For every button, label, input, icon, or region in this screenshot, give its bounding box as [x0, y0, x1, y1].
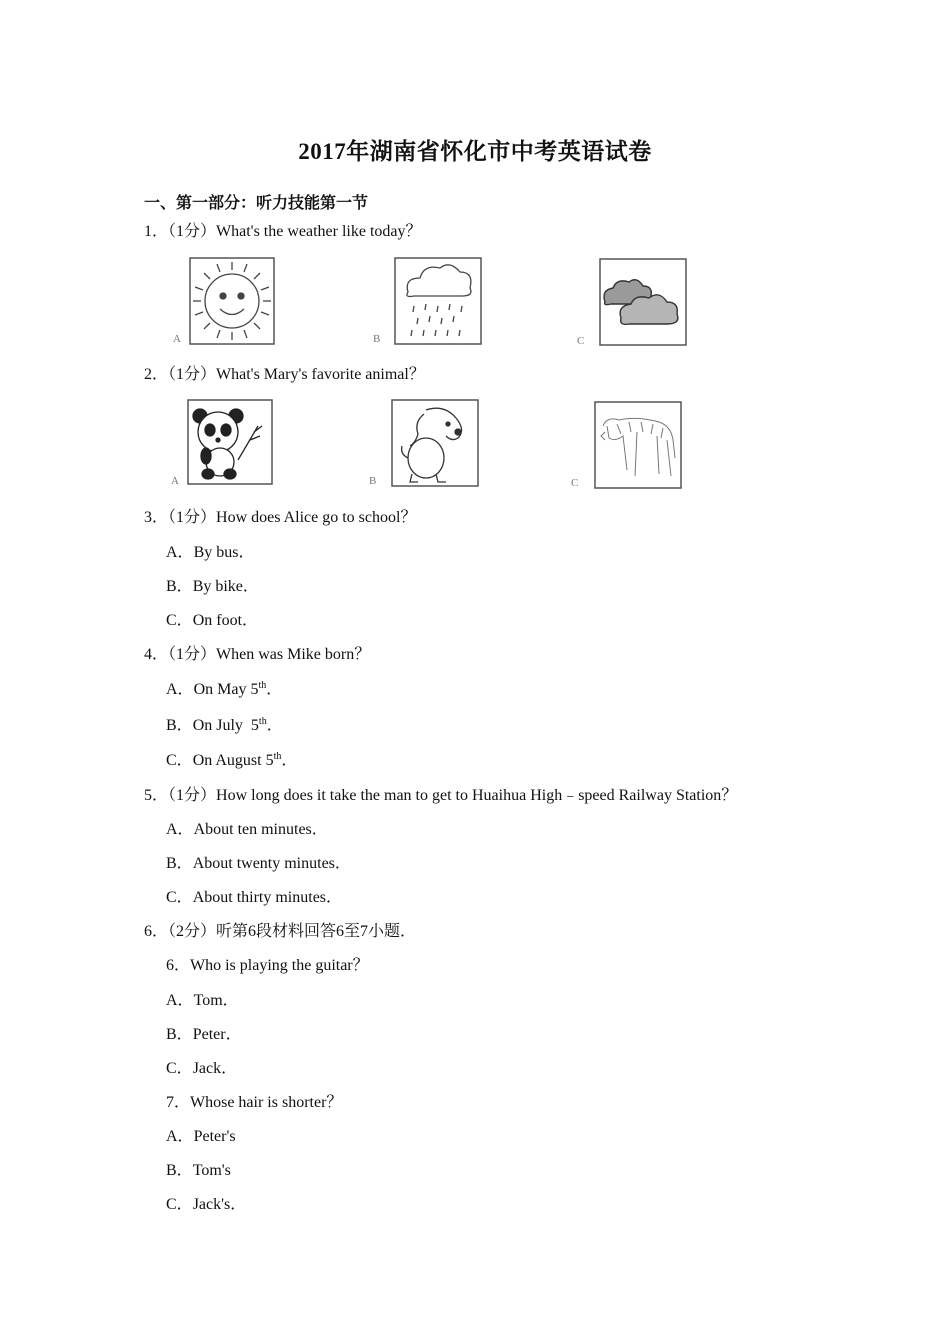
question-score: （1分）: [168, 366, 217, 383]
q2-picture-c: [567, 396, 687, 492]
question-text: What's Mary's favorite animal？: [216, 366, 425, 383]
sub7-option-b: B．Tom's: [166, 1162, 231, 1179]
sub6-option-b: B．Peter．: [166, 1026, 242, 1043]
question-score: （1分）: [168, 646, 217, 663]
rain-cloud-icon: [407, 265, 471, 336]
question-score: （1分）: [168, 509, 217, 526]
sub7-option-a: A．Peter's: [166, 1128, 236, 1145]
q3-option-a: A．By bus．: [166, 544, 255, 561]
q4-option-a: A．On May 5th．: [166, 680, 283, 698]
question-number: 6．: [144, 923, 169, 940]
question-text: 听第6段材料回答6至7小题．: [216, 923, 417, 940]
option-letter: B: [369, 475, 377, 487]
question-4: [144, 645, 370, 665]
q5-option-b: B．About twenty minutes．: [166, 855, 351, 872]
q1-picture-c: [573, 254, 693, 348]
question-6: [144, 922, 416, 942]
option-letter: A: [171, 475, 179, 487]
tiger-icon: [601, 418, 675, 476]
question-text: When was Mike born？: [216, 646, 371, 663]
question-text: What's the weather like today？: [216, 223, 422, 240]
question-score: （2分）: [168, 923, 217, 940]
option-letter: A: [173, 333, 181, 345]
q4-option-c: C．On August 5th．: [166, 751, 298, 769]
sub6-option-c: C．Jack．: [166, 1060, 238, 1077]
question-2: [144, 365, 425, 385]
question-1: [144, 222, 422, 242]
sub-question-6: 6．Who is playing the guitar？: [166, 957, 369, 974]
q1-picture-a: [170, 254, 280, 348]
panda-icon: [193, 409, 262, 479]
section-heading: 一、第一部分：听力技能第一节: [144, 193, 369, 212]
option-letter: C: [577, 335, 585, 347]
question-5: [144, 786, 737, 806]
question-3: [144, 508, 416, 528]
q1-picture-b: [370, 254, 485, 348]
question-number: 4．: [144, 646, 169, 663]
question-text: How long does it take the man to get to Huaihua High﹣speed Railway Station？: [216, 787, 738, 804]
sub6-option-a: A．Tom．: [166, 992, 239, 1009]
question-number: 3．: [144, 509, 169, 526]
question-number: 2．: [144, 366, 169, 383]
q5-option-c: C．About thirty minutes．: [166, 889, 343, 906]
clouds-icon: [604, 280, 678, 325]
sub-question-7: 7．Whose hair is shorter？: [166, 1094, 343, 1111]
q5-option-a: A．About ten minutes．: [166, 821, 328, 838]
option-letter: C: [571, 477, 579, 489]
q2-picture-b: [366, 396, 481, 490]
sun-icon: [193, 262, 271, 340]
question-score: （1分）: [168, 787, 217, 804]
q3-option-c: C．On foot．: [166, 612, 259, 629]
question-text: How does Alice go to school？: [216, 509, 417, 526]
option-letter: B: [373, 333, 381, 345]
question-score: （1分）: [168, 223, 217, 240]
dog-icon: [402, 408, 462, 482]
sub7-option-c: C．Jack's．: [166, 1196, 247, 1213]
q2-picture-a: [168, 396, 278, 490]
question-number: 5．: [144, 787, 169, 804]
question-number: 1．: [144, 223, 169, 240]
page-title: 2017年湖南省怀化市中考英语试卷: [298, 139, 652, 164]
q3-option-b: B．By bike．: [166, 578, 259, 595]
q4-option-b: B．On July 5th．: [166, 716, 283, 734]
